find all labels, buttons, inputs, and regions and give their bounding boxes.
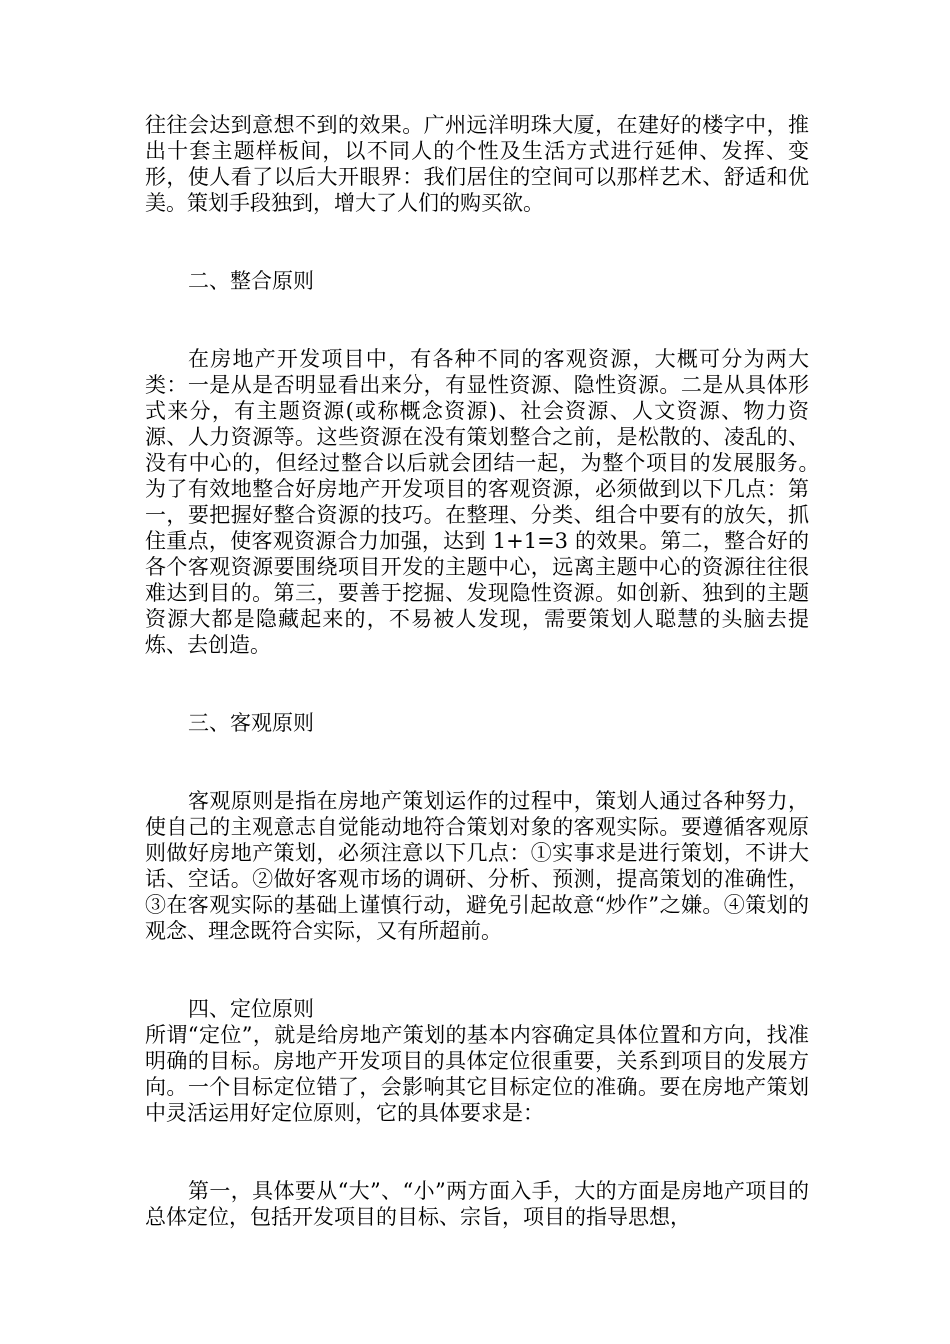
paragraph-positioning: 所谓“定位”，就是给房地产策划的基本内容确定具体位置和方向，找准明确的目标。房地产开发项目的具体定位很重要，关系到项目的发展方向。一个目标定位错了，会影响其它目标定位的准确。要在房地产策划中灵活运用好定位原则，它的具体要求是： (145, 1023, 809, 1125)
spacer (145, 1126, 809, 1178)
heading-integration-principle: 二、整合原则 (188, 269, 314, 293)
spacer (145, 294, 809, 346)
paragraph-integration: 在房地产开发项目中，有各种不同的客观资源，大概可分为两大类：一是从是否明显看出来分，有显性资源、隐性资源。二是从具体形式来分，有主题资源(或称概念资源)、社会资源、人文资源、物力资源、人力资源等。这些资源在没有策划整合之前，是松散的、凌乱的、没有中心的，但经过整合以后就会团结一起，为整个项目的发展服务。 为了有效地整合好房地产开发项目的客观资源，必须做到以下几点：第一，要把握好整合资源的技巧。在整理、分类、组合中要有的放矢，抓住重点，使客观资源合力加强，达到 1+1=3 的效果。第二，整合好的各个客观资源要围绕项目开发的主题中心，远离主题中心的资源往往很难达到目的。第三，要善于挖掘、发现隐性资源。如创新、独到的主题资源大都是隐藏起来的，不易被人发现，需要策划人聪慧的头脑去提炼、去创造。 (145, 347, 830, 657)
spacer (145, 658, 809, 710)
paragraph-objective: 客观原则是指在房地产策划运作的过程中，策划人通过各种努力，使自己的主观意志自觉能动地符合策划对象的客观实际。要遵循客观原则做好房地产策划，必须注意以下几点：①实事求是进行策划，不讲大话、空话。②做好客观市场的调研、分析、预测，提高策划的准确性，③在客观实际的基础上谨慎行动，避免引起故意“炒作”之嫌。④策划的观念、理念既符合实际，又有所超前。 (145, 789, 809, 943)
heading-positioning-principle: 四、定位原则 (188, 997, 314, 1021)
paragraph-first-requirement: 第一，具体要从“大”、“小”两方面入手，大的方面是房地产项目的总体定位，包括开发项目的目标、宗旨，项目的指导思想， (145, 1179, 809, 1229)
spacer (145, 216, 809, 268)
paragraph-effect: 往往会达到意想不到的效果。广州远洋明珠大厦，在建好的楼字中，推出十套主题样板间，以不同人的个性及生活方式进行延伸、发挥、变形，使人看了以后大开眼界：我们居住的空间可以那样艺术、舒适和优美。策划手段独到，增大了人们的购买欲。 (145, 113, 809, 215)
document-body (145, 112, 830, 1230)
spacer (145, 944, 809, 996)
heading-objective-principle: 三、客观原则 (188, 711, 314, 735)
spacer (145, 736, 809, 788)
